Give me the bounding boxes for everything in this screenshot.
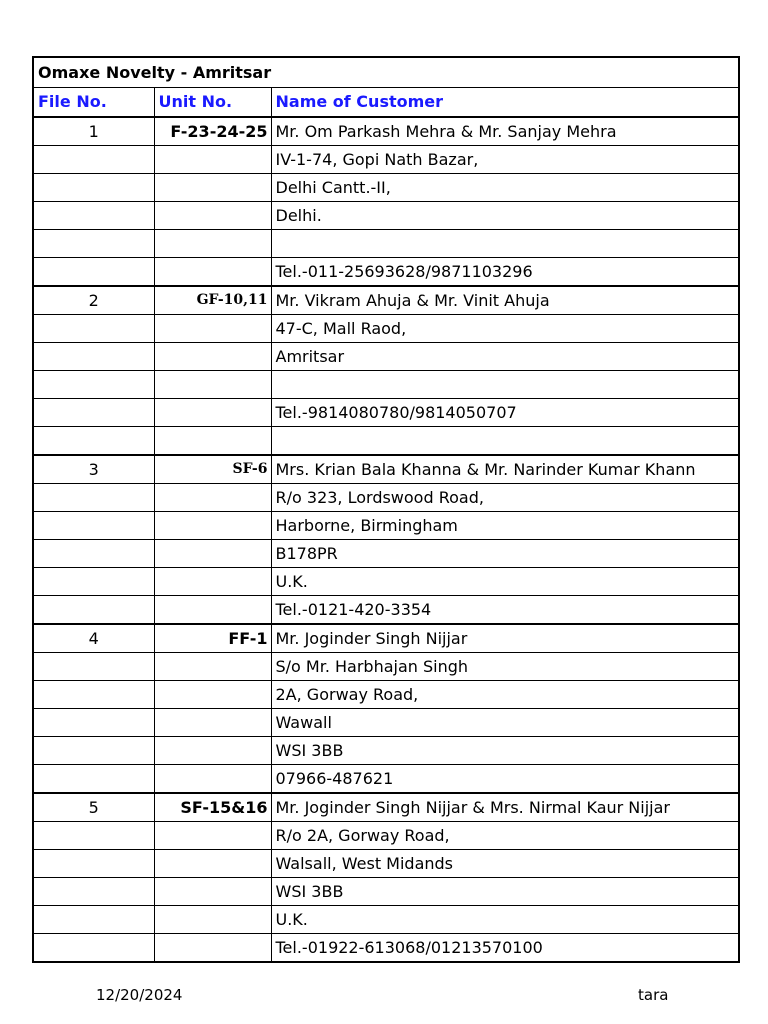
unit-no-cell	[154, 258, 271, 287]
unit-no-cell	[154, 708, 271, 736]
customer-line-cell: Mr. Om Parkash Mehra & Mr. Sanjay Mehra	[271, 117, 739, 146]
unit-no-cell	[154, 680, 271, 708]
unit-no-cell	[154, 315, 271, 343]
file-no-cell	[33, 933, 154, 962]
header-unit-no: Unit No.	[154, 87, 271, 117]
table-row	[33, 652, 739, 680]
unit-no-cell: GF-10,11	[154, 286, 271, 315]
unit-no-cell	[154, 511, 271, 539]
file-no-cell	[33, 202, 154, 230]
file-no-cell: 4	[33, 624, 154, 653]
table-row	[33, 821, 739, 849]
customer-line-cell: 07966-487621	[271, 764, 739, 793]
customer-line-cell: Mr. Joginder Singh Nijjar	[271, 624, 739, 653]
customer-line-cell: Mr. Vikram Ahuja & Mr. Vinit Ahuja	[271, 286, 739, 315]
unit-no-cell	[154, 933, 271, 962]
customer-line-cell: IV-1-74, Gopi Nath Bazar,	[271, 146, 739, 174]
customer-line-cell	[271, 371, 739, 399]
file-no-cell	[33, 905, 154, 933]
file-no-cell	[33, 399, 154, 427]
header-customer-name: Name of Customer	[271, 87, 739, 117]
unit-no-cell	[154, 595, 271, 624]
table-row	[33, 595, 739, 624]
customer-line-cell: Delhi Cantt.-II,	[271, 174, 739, 202]
table-row	[33, 680, 739, 708]
unit-no-cell	[154, 905, 271, 933]
file-no-cell	[33, 511, 154, 539]
file-no-cell	[33, 567, 154, 595]
customer-line-cell: S/o Mr. Harbhajan Singh	[271, 652, 739, 680]
table-row	[33, 455, 739, 484]
file-no-cell	[33, 483, 154, 511]
table-row	[33, 624, 739, 653]
file-no-cell	[33, 680, 154, 708]
unit-no-cell	[154, 399, 271, 427]
customer-line-cell: Mr. Joginder Singh Nijjar & Mrs. Nirmal Kaur Nijjar	[271, 793, 739, 822]
customer-line-cell: 2A, Gorway Road,	[271, 680, 739, 708]
unit-no-cell: FF-1	[154, 624, 271, 653]
unit-no-cell	[154, 849, 271, 877]
table-row	[33, 371, 739, 399]
unit-no-cell	[154, 146, 271, 174]
table-row	[33, 708, 739, 736]
customer-line-cell: R/o 323, Lordswood Road,	[271, 483, 739, 511]
unit-no-cell	[154, 764, 271, 793]
table-row	[33, 483, 739, 511]
unit-no-cell	[154, 567, 271, 595]
unit-no-cell	[154, 230, 271, 258]
header-file-no: File No.	[33, 87, 154, 117]
file-no-cell	[33, 764, 154, 793]
customer-line-cell: Wawall	[271, 708, 739, 736]
customer-line-cell: Tel.-0121-420-3354	[271, 595, 739, 624]
file-no-cell	[33, 174, 154, 202]
table-row	[33, 764, 739, 793]
table-row	[33, 736, 739, 764]
unit-no-cell	[154, 483, 271, 511]
table-row	[33, 511, 739, 539]
customer-line-cell	[271, 427, 739, 455]
table-row	[33, 539, 739, 567]
customer-line-cell: Mrs. Krian Bala Khanna & Mr. Narinder Kumar Khann	[271, 455, 739, 484]
file-no-cell	[33, 821, 154, 849]
customer-line-cell: Harborne, Birmingham	[271, 511, 739, 539]
file-no-cell	[33, 146, 154, 174]
customer-line-cell: Tel.-9814080780/9814050707	[271, 399, 739, 427]
table-row	[33, 905, 739, 933]
customer-line-cell: Tel.-011-25693628/9871103296	[271, 258, 739, 287]
unit-no-cell: SF-6	[154, 455, 271, 484]
unit-no-cell	[154, 343, 271, 371]
unit-no-cell	[154, 371, 271, 399]
customer-line-cell: WSI 3BB	[271, 877, 739, 905]
customer-line-cell: U.K.	[271, 567, 739, 595]
file-no-cell: 2	[33, 286, 154, 315]
file-no-cell	[33, 258, 154, 287]
customer-line-cell: U.K.	[271, 905, 739, 933]
unit-no-cell	[154, 736, 271, 764]
unit-no-cell	[154, 174, 271, 202]
file-no-cell	[33, 371, 154, 399]
file-no-cell	[33, 849, 154, 877]
table-row	[33, 174, 739, 202]
table-row	[33, 793, 739, 822]
unit-no-cell	[154, 877, 271, 905]
table-row	[33, 315, 739, 343]
file-no-cell	[33, 343, 154, 371]
customer-line-cell: B178PR	[271, 539, 739, 567]
table-row	[33, 877, 739, 905]
table-row	[33, 343, 739, 371]
customer-line-cell: Amritsar	[271, 343, 739, 371]
file-no-cell: 3	[33, 455, 154, 484]
table-row	[33, 567, 739, 595]
file-no-cell	[33, 315, 154, 343]
footer-tag: tara	[638, 986, 669, 1004]
file-no-cell	[33, 427, 154, 455]
unit-no-cell	[154, 539, 271, 567]
footer-date: 12/20/2024	[96, 986, 183, 1004]
title-row	[33, 57, 739, 87]
table-row	[33, 117, 739, 146]
page-footer	[0, 986, 768, 1024]
file-no-cell	[33, 708, 154, 736]
customer-line-cell: R/o 2A, Gorway Road,	[271, 821, 739, 849]
customer-line-cell	[271, 230, 739, 258]
customer-line-cell: Delhi.	[271, 202, 739, 230]
unit-no-cell	[154, 427, 271, 455]
unit-no-cell	[154, 821, 271, 849]
unit-no-cell: SF-15&16	[154, 793, 271, 822]
unit-no-cell	[154, 202, 271, 230]
file-no-cell	[33, 736, 154, 764]
table-row	[33, 933, 739, 962]
file-no-cell	[33, 230, 154, 258]
file-no-cell	[33, 539, 154, 567]
table-row	[33, 230, 739, 258]
customer-line-cell: Walsall, West Midands	[271, 849, 739, 877]
table-row	[33, 258, 739, 287]
unit-no-cell: F-23-24-25	[154, 117, 271, 146]
table-row	[33, 202, 739, 230]
table-row	[33, 427, 739, 455]
file-no-cell	[33, 652, 154, 680]
table-row	[33, 399, 739, 427]
table-row	[33, 286, 739, 315]
customer-line-cell: WSI 3BB	[271, 736, 739, 764]
sheet-body	[33, 57, 739, 962]
header-row	[33, 87, 739, 117]
file-no-cell: 5	[33, 793, 154, 822]
table-row	[33, 849, 739, 877]
unit-no-cell	[154, 652, 271, 680]
file-no-cell: 1	[33, 117, 154, 146]
file-no-cell	[33, 595, 154, 624]
customer-line-cell: Tel.-01922-613068/01213570100	[271, 933, 739, 962]
customer-sheet	[32, 56, 740, 963]
table-row	[33, 146, 739, 174]
customer-line-cell: 47-C, Mall Raod,	[271, 315, 739, 343]
file-no-cell	[33, 877, 154, 905]
sheet-title: Omaxe Novelty - Amritsar	[33, 57, 739, 87]
